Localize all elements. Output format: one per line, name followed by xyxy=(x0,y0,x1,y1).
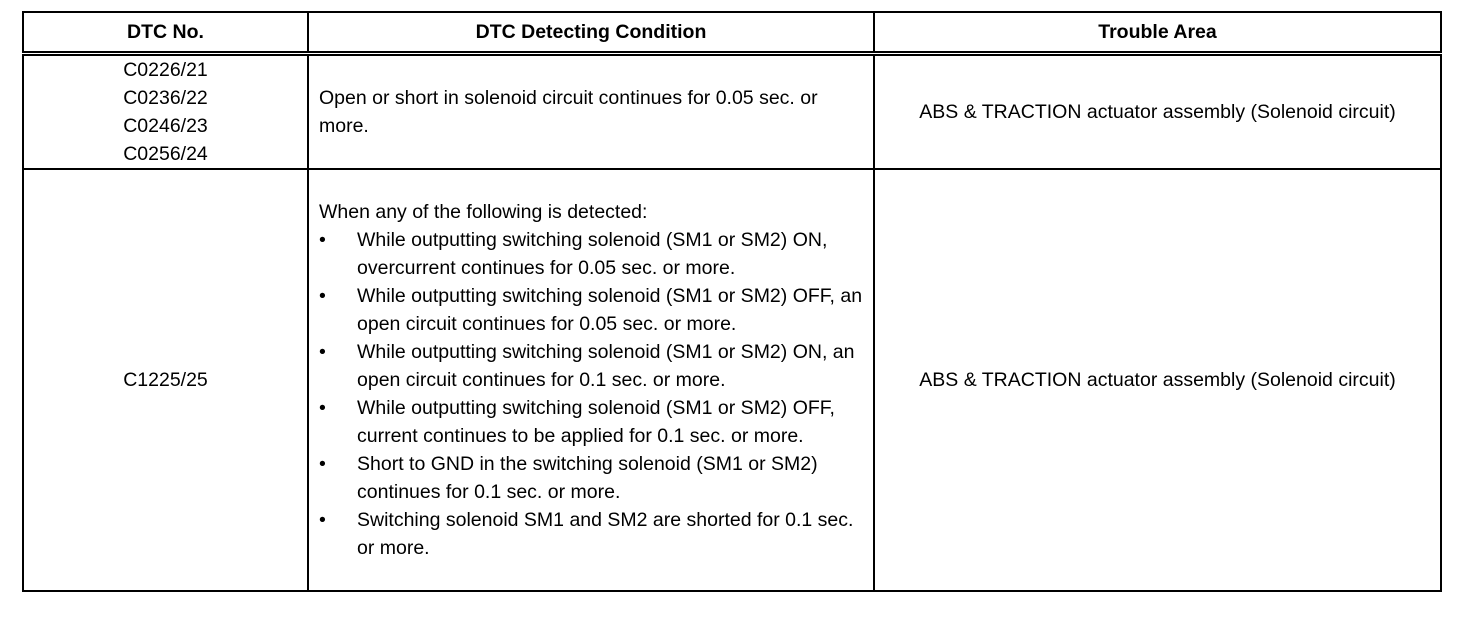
header-condition: DTC Detecting Condition xyxy=(308,12,874,54)
header-dtc-no: DTC No. xyxy=(23,12,308,54)
dtc-table xyxy=(22,11,1442,592)
condition-cell xyxy=(308,54,874,170)
trouble-area-cell xyxy=(874,169,1441,591)
dtc-code: C0236/22 xyxy=(123,87,208,109)
list-item: • Switching solenoid SM1 and SM2 are shorted for 0.1 sec. or more. xyxy=(319,506,863,562)
bullet-icon: • xyxy=(319,229,326,251)
dtc-code: C0246/23 xyxy=(123,115,208,137)
condition-text: Open or short in solenoid circuit continues for 0.05 sec. or more. xyxy=(319,87,818,137)
header-row xyxy=(23,12,1441,54)
condition-cell xyxy=(308,169,874,591)
trouble-area-text: ABS & TRACTION actuator assembly (Solenoid circuit) xyxy=(919,369,1396,391)
list-item: • Short to GND in the switching solenoid (SM1 or SM2) continues for 0.1 sec. or more. xyxy=(319,450,863,506)
trouble-area-cell xyxy=(874,54,1441,170)
list-item: • While outputting switching solenoid (SM1 or SM2) OFF, an open circuit continues for 0.05 sec. or more. xyxy=(319,282,863,338)
dtc-codes-cell xyxy=(23,54,308,170)
condition-intro: When any of the following is detected: xyxy=(319,201,648,223)
condition-list xyxy=(319,226,863,562)
bullet-icon: • xyxy=(319,341,326,363)
bullet-icon: • xyxy=(319,397,326,419)
bullet-icon: • xyxy=(319,285,326,307)
dtc-codes-cell xyxy=(23,169,308,591)
table-row xyxy=(23,54,1441,170)
list-item: • While outputting switching solenoid (SM1 or SM2) OFF, current continues to be applied for 0.1 sec. or more. xyxy=(319,394,863,450)
dtc-code: C1225/25 xyxy=(123,369,208,391)
header-trouble-area: Trouble Area xyxy=(874,12,1441,54)
bullet-icon: • xyxy=(319,509,326,531)
dtc-code: C0226/21 xyxy=(123,59,208,81)
dtc-code: C0256/24 xyxy=(123,143,208,165)
list-item: • While outputting switching solenoid (SM1 or SM2) ON, an open circuit continues for 0.1 sec. or more. xyxy=(319,338,863,394)
trouble-area-text: ABS & TRACTION actuator assembly (Solenoid circuit) xyxy=(919,101,1396,123)
table-row xyxy=(23,169,1441,591)
list-item: • While outputting switching solenoid (SM1 or SM2) ON, overcurrent continues for 0.05 sec. or more. xyxy=(319,226,863,282)
bullet-icon: • xyxy=(319,453,326,475)
